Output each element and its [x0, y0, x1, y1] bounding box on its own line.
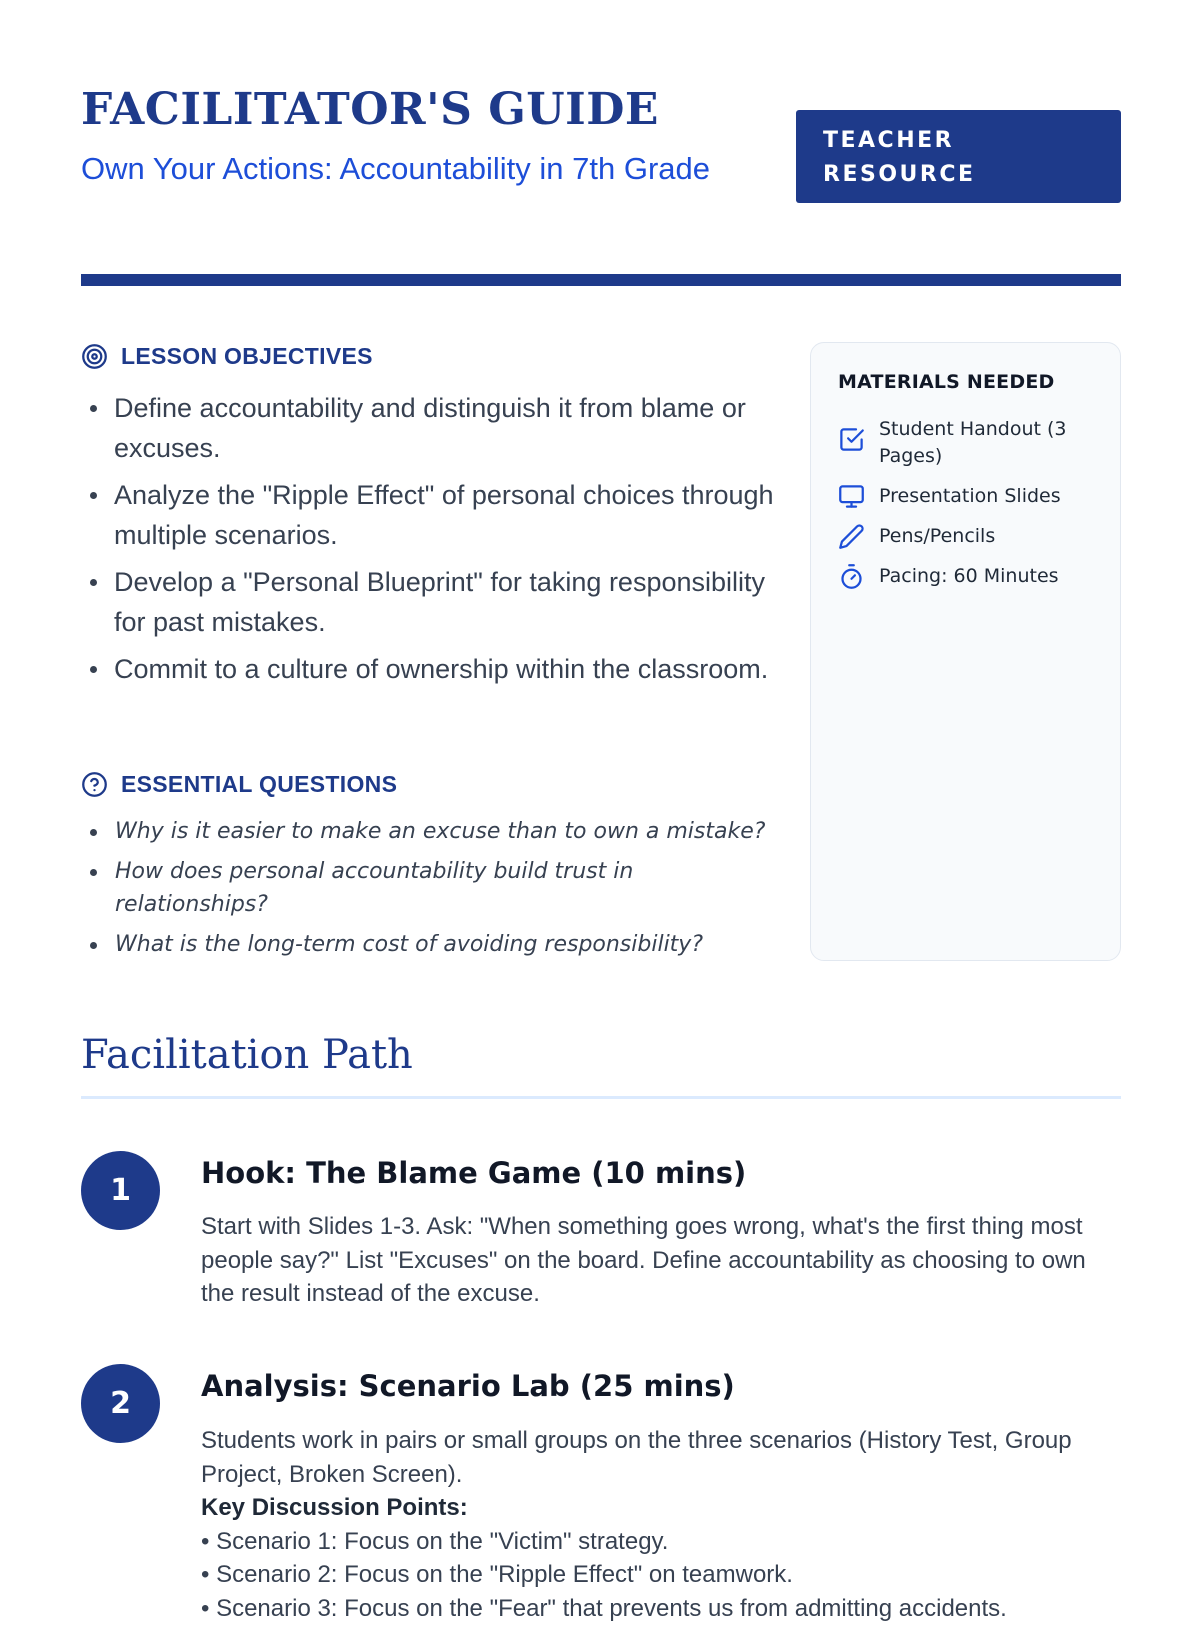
step-title: Hook: The Blame Game (10 mins) [201, 1156, 746, 1190]
material-item [838, 563, 1089, 590]
material-item [838, 416, 1089, 470]
material-item [838, 523, 1089, 550]
key-point: • Scenario 1: Focus on the "Victim" strategy. [201, 1525, 1121, 1559]
objectives-list [114, 388, 774, 696]
key-point: • Scenario 2: Focus on the "Ripple Effect" on teamwork. [201, 1558, 1121, 1592]
material-label: Pens/Pencils [879, 523, 1089, 550]
facilitation-path-title: Facilitation Path [81, 1032, 413, 1078]
page-title: FACILITATOR'S GUIDE [81, 84, 659, 135]
checkbox-icon [838, 426, 865, 453]
questions-heading [81, 769, 397, 799]
list-item: Commit to a culture of ownership within the classroom. [114, 649, 774, 689]
help-circle-icon [81, 771, 108, 798]
material-item [838, 483, 1089, 510]
list-item: Define accountability and distinguish it from blame or excuses. [114, 388, 774, 468]
step-title: Analysis: Scenario Lab (25 mins) [201, 1369, 735, 1403]
timer-icon [838, 563, 865, 590]
step-description: Start with Slides 1-3. Ask: "When something goes wrong, what's the first thing most people say?" List "Excuses" on the board. Define accountability as choosing to own the result instead of the excuse. [201, 1210, 1121, 1311]
target-icon [81, 343, 108, 370]
list-item: Why is it easier to make an excuse than to own a mistake? [115, 815, 775, 848]
objectives-heading-label: LESSON OBJECTIVES [121, 343, 373, 370]
monitor-icon [838, 483, 865, 510]
list-item: Develop a "Personal Blueprint" for taking responsibility for past mistakes. [114, 562, 774, 642]
pencil-icon [838, 523, 865, 550]
material-label: Pacing: 60 Minutes [879, 563, 1089, 590]
step-description [201, 1424, 1121, 1625]
materials-panel [810, 342, 1121, 961]
key-point: • Scenario 3: Focus on the "Fear" that prevents us from admitting accidents. [201, 1592, 1121, 1625]
teacher-resource-badge: TEACHER RESOURCE [796, 110, 1121, 203]
objectives-heading [81, 341, 373, 371]
questions-list [115, 815, 775, 968]
step-number: 1 [81, 1151, 160, 1230]
material-label: Student Handout (3 Pages) [879, 416, 1089, 470]
step-number: 2 [81, 1364, 160, 1443]
header-divider [81, 274, 1121, 286]
facilitation-path-divider [81, 1096, 1121, 1099]
material-label: Presentation Slides [879, 483, 1089, 510]
page-subtitle: Own Your Actions: Accountability in 7th Grade [81, 146, 741, 192]
list-item: Analyze the "Ripple Effect" of personal choices through multiple scenarios. [114, 475, 774, 555]
list-item: What is the long-term cost of avoiding responsibility? [115, 928, 775, 961]
materials-heading: MATERIALS NEEDED [838, 371, 1054, 393]
questions-heading-label: ESSENTIAL QUESTIONS [121, 771, 397, 798]
key-points-label: Key Discussion Points: [201, 1491, 1121, 1525]
step-description-text: Students work in pairs or small groups on the three scenarios (History Test, Group Project, Broken Screen). [201, 1424, 1121, 1491]
list-item: How does personal accountability build trust in relationships? [115, 855, 775, 921]
document-header [81, 84, 1121, 214]
